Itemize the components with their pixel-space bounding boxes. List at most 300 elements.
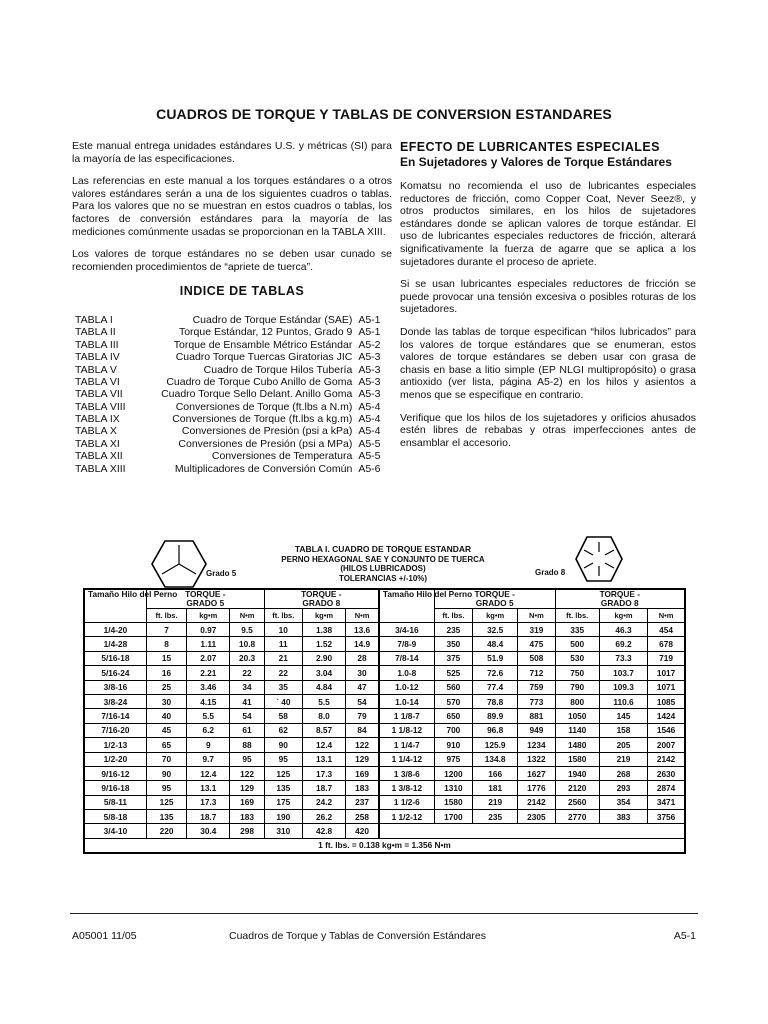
torque-value-cell: 1776 [518,781,555,795]
torque-value-cell: 1234 [518,738,555,752]
table-row [84,781,685,795]
torque-value-cell: 62 [264,723,302,737]
bolt-size-cell: 5/16-18 [84,651,146,665]
torque-value-cell: 1627 [518,766,555,780]
torque-value-cell: 219 [599,752,647,766]
index-row [75,413,392,425]
torque-value-cell: 22 [264,666,302,680]
index-table-code: TABLA XIII [75,462,126,475]
torque-value-cell: 8.0 [302,709,345,723]
torque-value-cell: 84 [346,723,379,737]
table-row [84,623,685,637]
torque-value-cell: 5.5 [187,709,230,723]
torque-value-cell: 54 [346,694,379,708]
torque-value-cell: 18.7 [302,781,345,795]
table-row [84,637,685,651]
index-table-description: Cuadro de Torque Hilos Tubería [203,363,353,376]
torque-value-cell: 24.2 [302,795,345,809]
index-table-description: Torque Estándar, 12 Puntos, Grado 9 [178,326,353,339]
empty-cell [379,824,685,838]
torque-value-cell: 4.15 [187,694,230,708]
header-grade5-label: GRADO 5 [475,598,514,608]
torque-value-cell: 134.8 [473,752,518,766]
table-row [84,766,685,780]
index-table-code: TABLA XII [75,450,123,463]
torque-value-cell: 1322 [518,752,555,766]
torque-value-cell: 8 [146,637,186,651]
torque-table-figure [78,534,692,864]
torque-value-cell: 1546 [648,723,685,737]
bolt-size-cell: 9/16-18 [84,781,146,795]
torque-value-cell: 169 [230,795,264,809]
index-table-description: Conversiones de Torque (ft.lbs a N.m) [175,400,353,413]
index-row [75,425,392,437]
bolt-size-cell: 1 3/8-12 [379,781,434,795]
torque-value-cell: 0.97 [187,623,230,637]
index-table-page: A5-4 [358,400,381,413]
index-table-code: TABLA IV [75,351,120,364]
torque-value-cell: 335 [555,623,599,637]
torque-value-cell: 17.3 [187,795,230,809]
torque-value-cell: 181 [473,781,518,795]
torque-value-cell: 166 [473,766,518,780]
bolt-size-cell: 1/2-13 [84,738,146,752]
torque-value-cell: 34 [230,680,264,694]
torque-value-cell: 949 [518,723,555,737]
torque-value-cell: 773 [518,694,555,708]
header-torque-label: TORQUE - [301,589,342,599]
index-table-page: A5-1 [358,326,381,339]
torque-value-cell: 3471 [648,795,685,809]
bolt-size-cell: 7/8-9 [379,637,434,651]
index-table-page: A5-5 [358,437,381,450]
torque-table [83,588,686,854]
torque-value-cell: 719 [648,651,685,665]
bolt-size-cell: 1.0-8 [379,666,434,680]
index-table-code: TABLA V [75,363,117,376]
torque-value-cell: 560 [434,680,472,694]
index-table-code: TABLA VIII [75,400,126,413]
torque-value-cell: 700 [434,723,472,737]
torque-value-cell: 9 [187,738,230,752]
torque-value-cell: 35 [264,680,302,694]
right-column [400,140,696,459]
table-row [84,694,685,708]
torque-value-cell: 18.7 [187,810,230,824]
torque-value-cell: 13.1 [187,781,230,795]
torque-value-cell: 1424 [648,709,685,723]
torque-value-cell: 25 [146,680,186,694]
index-table-page: A5-3 [358,363,381,376]
index-table-code: TABLA I [75,313,113,326]
torque-value-cell: 8.57 [302,723,345,737]
index-table-description: Cuadro Torque Tuercas Giratorias JIC [175,351,353,364]
torque-value-cell: 41 [230,694,264,708]
torque-value-cell: 46.3 [599,623,647,637]
torque-value-cell: 3.04 [302,666,345,680]
lubricants-paragraph-3: Donde las tablas de torque especifican “hilos lubricados” para los valores de torque estándares que se enumeran, estos valores de torque estándares se deben usar con grasa de chasis en base a litio simple (EP NLGI multipropósito) o grasa antioxido (ver lista, página A5-2) en los hilos y asientos a menos que se especifique en contrario. [400,325,696,401]
torque-value-cell: 375 [434,651,472,665]
bolt-size-cell: 7/16-20 [84,723,146,737]
index-table-page: A5-4 [358,425,381,438]
bolt-size-cell: 1/2-20 [84,752,146,766]
torque-value-cell: 678 [648,637,685,651]
torque-value-cell: 125.9 [473,738,518,752]
torque-value-cell: 220 [146,824,186,838]
torque-value-cell: 47 [346,680,379,694]
torque-value-cell: 69.2 [599,637,647,651]
footer-doc-code: A05001 11/05 [72,930,137,942]
index-row [75,438,392,450]
table-row [84,723,685,737]
index-table-description: Torque de Ensamble Métrico Estándar [173,338,353,351]
torque-value-cell: 790 [555,680,599,694]
header-grade5-label: GRADO 5 [186,598,225,608]
torque-value-cell: 530 [555,651,599,665]
torque-value-cell: 2305 [518,810,555,824]
torque-value-cell: 125 [264,766,302,780]
torque-value-cell: 10 [264,623,302,637]
torque-value-cell: 90 [146,766,186,780]
torque-value-cell: 2630 [648,766,685,780]
torque-value-cell: 30 [146,694,186,708]
bolt-size-cell: 7/8-14 [379,651,434,665]
unit-nm: N•m [346,609,379,623]
torque-value-cell: 135 [146,810,186,824]
torque-value-cell: 1310 [434,781,472,795]
intro-paragraph: Este manual entrega unidades estándares U.S. y métricas (SI) para la mayoría de las especificaciones. [72,140,392,165]
torque-value-cell: 800 [555,694,599,708]
torque-value-cell: 2120 [555,781,599,795]
unit-ftlbs: ft. lbs. [264,609,302,623]
index-table-code: TABLA III [75,338,119,351]
torque-value-cell: 20.3 [230,651,264,665]
torque-value-cell: 42.8 [302,824,345,838]
table-row [84,752,685,766]
torque-value-cell: 475 [518,637,555,651]
torque-value-cell: 90 [264,738,302,752]
torque-value-cell: 1480 [555,738,599,752]
header-grade8-label: GRADO 8 [600,598,639,608]
torque-value-cell: 16 [146,666,186,680]
torque-value-cell: 9.7 [187,752,230,766]
index-table-page: A5-4 [358,413,381,426]
bolt-size-cell: 1/4-20 [84,623,146,637]
index-table-code: TABLA II [75,326,116,339]
index-row [75,364,392,376]
unit-ftlbs: ft. lbs. [555,609,599,623]
lubricants-paragraph-2: Si se usan lubricantes especiales reductores de fricción se puede provocar una tensión excesiva o posibles roturas de los sujetadores. [400,278,696,316]
table-row [84,666,685,680]
bolt-size-cell: 9/16-12 [84,766,146,780]
index-row [75,326,392,338]
index-row [75,463,392,475]
torque-value-cell: 122 [346,738,379,752]
torque-value-cell: 1085 [648,694,685,708]
header-torque-label: TORQUE - [599,589,640,599]
torque-value-cell: 1700 [434,810,472,824]
torque-value-cell: 135 [264,781,302,795]
torque-value-cell: 3756 [648,810,685,824]
header-torque-label: TORQUE - [474,589,515,599]
torque-value-cell: 9.5 [230,623,264,637]
index-table-code: TABLA IX [75,413,120,426]
torque-value-cell: 2.07 [187,651,230,665]
torque-value-cell: 122 [230,766,264,780]
torque-value-cell: 1200 [434,766,472,780]
torque-value-cell: 7 [146,623,186,637]
torque-value-cell: 28 [346,651,379,665]
torque-value-cell: 2770 [555,810,599,824]
torque-value-cell: 61 [230,723,264,737]
torque-value-cell: 17.3 [302,766,345,780]
hex-bolt-grade8-icon [574,535,624,583]
torque-value-cell: 750 [555,666,599,680]
torque-value-cell: 1017 [648,666,685,680]
header-torque-label: TORQUE - [185,589,226,599]
torque-value-cell: 54 [230,709,264,723]
torque-value-cell: 910 [434,738,472,752]
torque-value-cell: 1050 [555,709,599,723]
header-grade8-left [264,589,379,609]
figure-title-line4: TOLERANCIAS +/-10%) [338,573,428,583]
torque-value-cell: 4.84 [302,680,345,694]
header-row-grades [84,589,685,609]
torque-value-cell: 88 [230,738,264,752]
torque-value-cell: 51.9 [473,651,518,665]
torque-value-cell: 145 [599,709,647,723]
bolt-size-cell: 1 1/2-12 [379,810,434,824]
torque-value-cell: 48.4 [473,637,518,651]
torque-value-cell: 6.2 [187,723,230,737]
torque-value-cell: 103.7 [599,666,647,680]
torque-value-cell: 1.38 [302,623,345,637]
torque-value-cell: 13.1 [302,752,345,766]
lubricants-paragraph-1: Komatsu no recomienda el uso de lubricantes especiales reductores de fricción, como Copper Coat, Never Seez®, y otros productos similares, en los hilos de sujetadores estándares donde se aplican valores de torque estándar. El uso de lubricantes especiales reductores de fricción, alterará significativamente la fuerza de agarre que se aplica a los sujetadores durante el proceso de apriete. [400,180,696,268]
index-table-code: TABLA VII [75,388,123,401]
torque-value-cell: 77.4 [473,680,518,694]
torque-value-cell: 95 [230,752,264,766]
torque-value-cell: 2142 [518,795,555,809]
torque-value-cell: 21 [264,651,302,665]
torque-value-cell: 319 [518,623,555,637]
index-row [75,351,392,363]
torque-value-cell: 12.4 [302,738,345,752]
torque-value-cell: 125 [146,795,186,809]
bolt-size-cell: 3/8-24 [84,694,146,708]
unit-nm: N•m [648,609,685,623]
footer-page-number: A5-1 [673,930,696,942]
table-row [84,810,685,824]
torque-value-cell: 500 [555,637,599,651]
torque-value-cell: 32.5 [473,623,518,637]
torque-value-cell: 11 [264,637,302,651]
index-row [75,339,392,351]
torque-value-cell: 1.11 [187,637,230,651]
torque-value-cell: 95 [146,781,186,795]
index-table-page: A5-5 [358,450,381,463]
torque-value-cell: 129 [230,781,264,795]
bolt-size-cell: 5/8-18 [84,810,146,824]
unit-kgm: kg•m [187,609,230,623]
figure-header [78,534,692,588]
torque-value-cell: 1.52 [302,637,345,651]
torque-value-cell: 30.4 [187,824,230,838]
index-table-description: Multiplicadores de Conversión Común [174,462,353,475]
torque-value-cell: 354 [599,795,647,809]
figure-title [248,545,518,583]
index-row [75,314,392,326]
bolt-size-cell: 5/16-24 [84,666,146,680]
header-grade8-label: GRADO 8 [302,598,341,608]
torque-value-cell: 12.4 [187,766,230,780]
index-table-description: Conversiones de Presión (psi a kPa) [181,425,353,438]
table-row [84,709,685,723]
bolt-size-cell: 1 1/4-12 [379,752,434,766]
torque-value-cell: 2007 [648,738,685,752]
torque-value-cell: 454 [648,623,685,637]
bolt-size-cell: 3/8-16 [84,680,146,694]
bolt-size-cell: 1 1/4-7 [379,738,434,752]
index-table-page: A5-3 [358,375,381,388]
torque-value-cell: 1071 [648,680,685,694]
bolt-size-cell: 1 1/2-6 [379,795,434,809]
footer-divider [70,913,698,914]
torque-value-cell: 14.9 [346,637,379,651]
index-table-description: Conversiones de Temperatura [211,450,353,463]
index-table-page: A5-6 [358,462,381,475]
index-table-description: Cuadro de Torque Estándar (SAE) [192,313,353,326]
bolt-size-cell: 3/4-16 [379,623,434,637]
bolt-size-cell: 3/4-10 [84,824,146,838]
torque-value-cell: ` 40 [264,694,302,708]
torque-value-cell: 258 [346,810,379,824]
torque-value-cell: 219 [473,795,518,809]
torque-value-cell: 129 [346,752,379,766]
torque-value-cell: 298 [230,824,264,838]
torque-value-cell: 235 [473,810,518,824]
index-title: INDICE DE TABLAS [179,284,305,299]
torque-value-cell: 712 [518,666,555,680]
torque-value-cell: 58 [264,709,302,723]
torque-value-cell: 237 [346,795,379,809]
bolt-size-cell: 1.0-12 [379,680,434,694]
torque-value-cell: 1140 [555,723,599,737]
figure-title-line3: (HILOS LUBRICADOS) [340,564,426,573]
table-row [84,680,685,694]
index-row [75,376,392,388]
index-table-description: Cuadro de Torque Cubo Anillo de Goma [166,375,353,388]
torque-value-cell: 22 [230,666,264,680]
footer-title: Cuadros de Torque y Tablas de Conversión Estándares [229,930,487,942]
torque-value-cell: 383 [599,810,647,824]
torque-value-cell: 3.46 [187,680,230,694]
torque-value-cell: 5.5 [302,694,345,708]
torque-value-cell: 65 [146,738,186,752]
torque-value-cell: 235 [434,623,472,637]
torque-value-cell: 1580 [555,752,599,766]
lubricants-subheading: En Sujetadores y Valores de Torque Estándares [400,155,672,169]
table-row [84,651,685,665]
torque-value-cell: 508 [518,651,555,665]
unit-ftlbs: ft. lbs. [146,609,186,623]
index-table-code: TABLA X [75,425,117,438]
torque-value-cell: 190 [264,810,302,824]
index-table-page: A5-1 [358,313,381,326]
torque-value-cell: 759 [518,680,555,694]
unit-kgm: kg•m [473,609,518,623]
torque-value-cell: 2142 [648,752,685,766]
torque-value-cell: 175 [264,795,302,809]
page-title: CUADROS DE TORQUE Y TABLAS DE CONVERSION ESTANDARES [156,106,612,122]
torque-table-body [84,623,685,853]
torque-value-cell: 205 [599,738,647,752]
grade5-label: Grado 5 [206,569,237,578]
torque-value-cell: 89.9 [473,709,518,723]
torque-value-cell: 183 [346,781,379,795]
torque-value-cell: 1580 [434,795,472,809]
unit-kgm: kg•m [599,609,647,623]
torque-value-cell: 78.8 [473,694,518,708]
figure-title-line2: PERNO HEXAGONAL SAE Y CONJUNTO DE TUERCA [281,554,485,564]
index-row [75,388,392,400]
torque-value-cell: 2.21 [187,666,230,680]
index-table-description: Conversiones de Presión (psi a MPa) [178,437,353,450]
conversion-footnote: 1 ft. lbs. = 0.138 kg•m = 1.356 N•m [84,838,685,853]
torque-value-cell: 570 [434,694,472,708]
index-table-code: TABLA VI [75,375,120,388]
torque-value-cell: 1940 [555,766,599,780]
torque-value-cell: 72.6 [473,666,518,680]
torque-value-cell: 525 [434,666,472,680]
torque-value-cell: 420 [346,824,379,838]
figure-title-line1: TABLA I. CUADRO DE TORQUE ESTANDAR [294,544,472,554]
torque-value-cell: 96.8 [473,723,518,737]
torque-value-cell: 183 [230,810,264,824]
table-row [84,795,685,809]
torque-value-cell: 158 [599,723,647,737]
torque-value-cell: 881 [518,709,555,723]
index-table-page: A5-3 [358,388,381,401]
unit-kgm: kg•m [302,609,345,623]
torque-value-cell: 40 [146,709,186,723]
footnote-row [84,838,685,853]
nut-tightening-paragraph: Los valores de torque estándares no se deben usar cunado se recomienden procedimientos de “apriete de tuerca”. [72,248,392,273]
torque-value-cell: 70 [146,752,186,766]
torque-value-cell: 650 [434,709,472,723]
torque-value-cell: 110.6 [599,694,647,708]
torque-value-cell: 2874 [648,781,685,795]
index-table-description: Cuadro Torque Sello Delant. Anillo Goma [161,388,353,401]
bolt-size-cell: 1.0-14 [379,694,434,708]
table-row [84,824,685,838]
index-row [75,401,392,413]
torque-value-cell: 13.6 [346,623,379,637]
table-index [75,314,392,475]
index-table-code: TABLA XI [75,437,120,450]
torque-value-cell: 975 [434,752,472,766]
header-size-right: Tamaño Hilo del Perno [379,589,434,623]
torque-value-cell: 45 [146,723,186,737]
torque-value-cell: 169 [346,766,379,780]
lubricants-heading: EFECTO DE LUBRICANTES ESPECIALES [400,140,660,154]
torque-value-cell: 73.3 [599,651,647,665]
unit-nm: N•m [518,609,555,623]
index-row [75,450,392,462]
torque-value-cell: 2560 [555,795,599,809]
torque-value-cell: 310 [264,824,302,838]
references-paragraph: Las referencias en este manual a los torques estándares o a otros valores estándares serán a una de los siguientes cuadros o tablas. Para los valores que no se muestran en estos cuadros o tablas, los factores de conversión estándares para la mayoría de las mediciones comúnmente usadas se proporcionan en la TABLA XIII. [72,175,392,238]
